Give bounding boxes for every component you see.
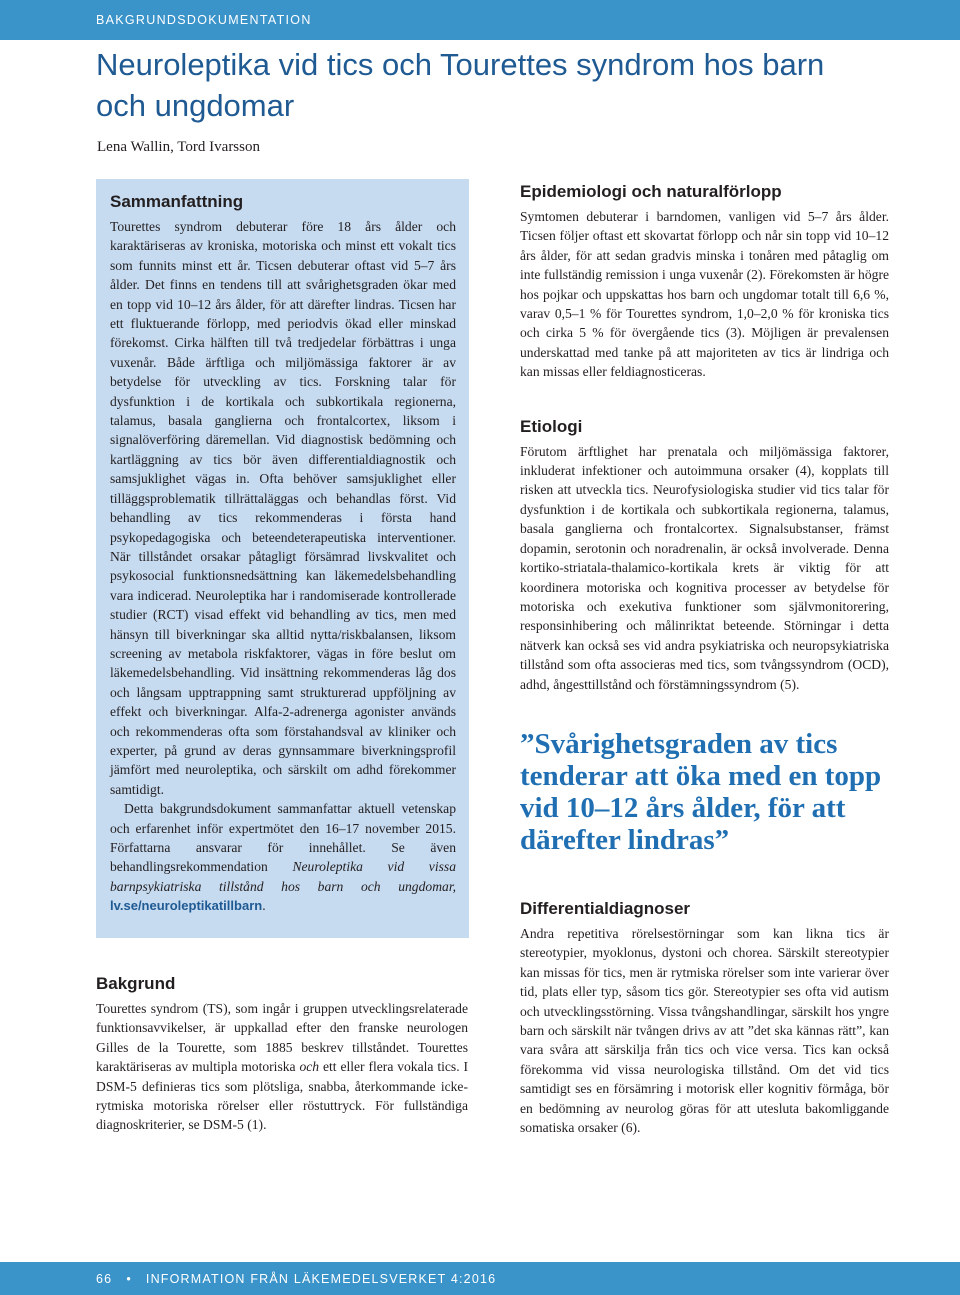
header-bar <box>0 0 960 40</box>
bakgrund-text-a: Tourettes syndrom (TS), som ingår i gruppen utvecklingsrelaterade funktionsavvikelser, är uppkallad efter den franske neurologen Gilles de la Tourette, som 1885 beskrev tillståndet. Tourettes karaktäriseras av multipla motoriska <box>96 1001 468 1075</box>
epidemiologi-heading: Epidemiologi och naturalförlopp <box>520 182 782 201</box>
differentialdiagnoser-section <box>520 898 889 1137</box>
summary-note <box>110 799 456 915</box>
summary-note-text: Detta bakgrundsdokument sammanfattar aktuell vetenskap och erfarenhet inför expertmötet den 16–17 november 2015. Författarna ansvarar för innehållet. Se även behandlingsrekommendation <box>110 801 456 875</box>
recommendation-title: Neuroleptika vid vissa barnpsykiatriska tillstånd hos barn och ungdomar, <box>110 859 456 894</box>
summary-note-end: . <box>262 898 266 914</box>
page-title: Neuroleptika vid tics och Tourettes syndrom hos barn och ungdomar <box>96 47 825 123</box>
authors: Lena Wallin, Tord Ivarsson <box>97 139 260 155</box>
etiologi-section <box>520 416 889 694</box>
right-column <box>520 181 889 1137</box>
epidemiologi-section <box>520 181 889 382</box>
bakgrund-heading: Bakgrund <box>96 974 176 993</box>
differentialdiagnoser-heading: Differentialdiagnoser <box>520 898 691 918</box>
bakgrund-text-b: ett eller flera vokala tics. I DSM-5 definieras tics som plötsliga, snabba, återkommande icke-rytmiska motoriska rörelser eller röstuttryck. För fullständiga diagnoskriterier, se DSM-5 (1). <box>96 1059 468 1133</box>
publication-name: INFORMATION FRÅN LÄKEMEDELSVERKET 4:2016 <box>145 1272 497 1286</box>
footer-bullet: • <box>126 1272 132 1286</box>
epidemiologi-paragraph: Symtomen debuterar i barndomen, vanligen vid 5–7 års ålder. Ticsen följer oftast ett skovartat förlopp och når sin topp vid 10–12 års ålder, för att sedan gradvis minska i tonåren med påtaglig om inte fullständig remission i unga vuxenår (2). Förekomsten är högre hos pojkar och uppskattas hos barn och ungdomar totalt till 6,6 %, varav 0,5–1 % för Tourettes syndrom, 1,0–2,0 % för kroniska tics och cirka 5 % för övergående tics (3). Möjligen är prevalensen underskattad med tanke på att majoriteten av tics är lindriga och kan missas eller feldiagnosticeras. <box>520 209 889 380</box>
bakgrund-paragraph <box>96 999 468 1135</box>
etiologi-paragraph: Förutom ärftlighet har prenatala och miljömässiga faktorer, inkluderat infektioner och autoimmuna orsaker (4), kopplats till risken att utveckla tics. Neurofysiologiska studier vid tics talar för dysfunktion i de kortikala och subkortikala regionerna, talamus, basala ganglierna och frontalcortex. Signalsubstanser, främst dopamin, serotonin och noradrenalin, är också involverade. Denna kortiko-striatala-thalamico-kortikala krets är viktig för att koordinera motoriska och kognitiva processer av betydelse för motoriska och exekutiva funktioner som självmonitorering, responsinhibering och målinriktat beteende. Störningar i detta nätverk kan också ses vid andra psykiatriska och neuropsykiatriska tillstånd som ofta associeras med tics, som tvångssyndrom (OCD), adhd, ångesttillstånd och förstämningssyndrom (5). <box>520 443 889 692</box>
summary-paragraph: Tourettes syndrom debuterar före 18 års ålder och karaktäriseras av kroniska, motoriska och minst ett vokalt tics som funnits minst ett år. Ticsen debuterar oftast vid 5–7 års ålder. Det finns en tendens till att svårighetsgraden ökar med en topp vid 10–12 års ålder, för att därefter lindras. Ticsen har ett fluktuerande förlopp, med periodvis ökad eller minskad förekomst. Cirka hälften till två tredjedelar förbättras i unga vuxenår. Både ärftliga och miljömässiga faktorer är av betydelse för utveckling av tics. Forskning talar för dysfunktion i de kortikala och subkortikala regionerna, talamus, basala ganglierna och frontalcortex, liksom i signalöverföring däremellan. Vid diagnostisk bedömning och kartläggning av tics bör även differentialdiagnostik och samsjuklighet vägas in. Ofta behöver samsjuklighet eller tilläggsproblematik tillrättaläggas och behandlas först. Vid behandling av tics rekommenderas i första hand psykopedagogiska och beteendeterapeutiska interventioner. När tillståndet orsakar påtagligt försämrad livskvalitet och psykosocial funktionsnedsättning kan läkemedelsbehandling vara indicerad. Neuroleptika har i randomiserade kontrollerade studier (RCT) visad effekt vid behandling av tics, men med hänsyn till biverkningar ska alltid nytta/riskbalansen, liksom screening av metabola riskfaktorer, vägas in före beslut om läkemedelsbehandling. Vid insättning rekommenderas låg dos och långsam upptrappning samt strukturerad uppföljning av effekt och biverkningar. Alfa-2-adrenerga agonister används och rekommenderas ofta som förstahandsval av kliniker och experter, på grund av deras gynnsammare biverkningsprofil jämfört med neuroleptika, och särskilt om adhd förekommer samtidigt. <box>110 219 456 797</box>
footer-text <box>96 1272 496 1286</box>
left-column <box>96 973 468 1135</box>
summary-content <box>110 191 456 916</box>
recommendation-link[interactable]: lv.se/neuroleptikatillbarn <box>110 898 263 914</box>
bakgrund-italic: och <box>299 1059 320 1075</box>
footer-bar <box>0 1262 960 1295</box>
pull-quote-section <box>520 728 889 856</box>
summary-heading: Sammanfattning <box>110 192 244 211</box>
page-number: 66 <box>96 1272 113 1286</box>
summary-box <box>96 179 469 938</box>
section-label: BAKGRUNDSDOKUMENTATION <box>96 13 312 27</box>
pull-quote: ”Svårighetsgraden av tics tenderar att öka med en topp vid 10–12 års ålder, för att därefter lindras” <box>520 727 882 856</box>
differentialdiagnoser-paragraph: Andra repetitiva rörelsestörningar som kan likna tics är stereotypier, myoklonus, dystoni och chorea. Särskilt stereotypier kan missas för tics, men är rytmiska rörelser som inte varierar över tid, plats eller typ, såsom tics gör. Stereotypier ses ofta vid autism och utvecklingsstörning. Vissa tvångshandlingar, särskilt hos yngre barn och särskilt när tvången drivs av att ”det ska kännas rätt”, kan vara svåra att särskilja från tics och vice versa. Tics kan också förekomma vid vissa neurologiska tillstånd. Om det vid tics samtidigt ses en försämring i motorisk eller kognitiv förmåga, bör en bedömning av neurolog göras för att utesluta bakomliggande somatiska orsaker (6). <box>520 925 889 1135</box>
etiologi-heading: Etiologi <box>520 416 583 436</box>
